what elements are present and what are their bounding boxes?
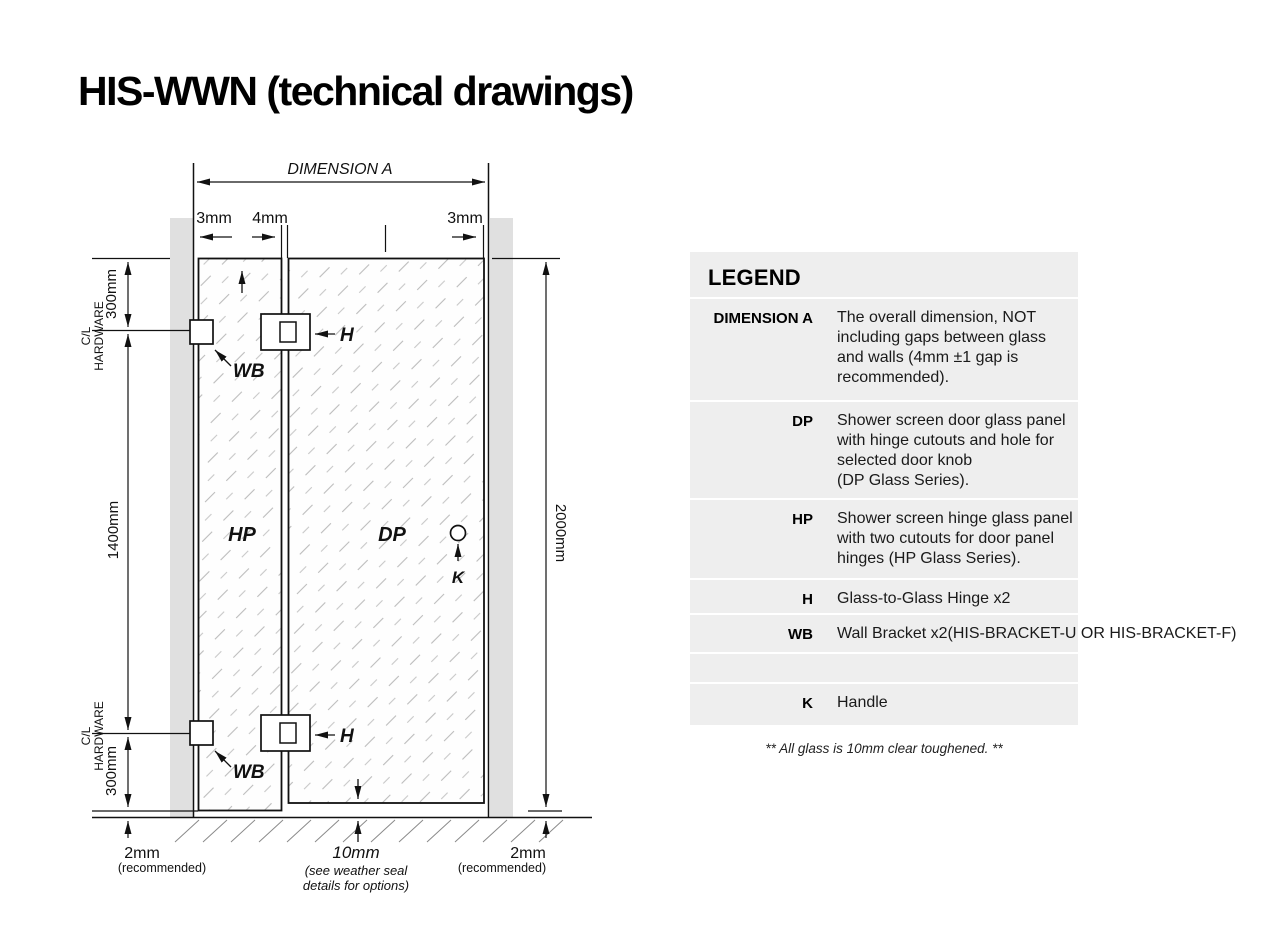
hinge-bottom-label: H bbox=[340, 726, 354, 747]
legend-desc-line: hinges (HP Glass Series). bbox=[837, 550, 1021, 567]
knob-label: K bbox=[451, 568, 465, 587]
legend-desc-line: Wall Bracket x2(HIS-BRACKET-U OR HIS-BRACKET-F) bbox=[837, 625, 1237, 642]
dim-300-top-label: 300mm bbox=[103, 268, 120, 320]
legend-row-dimension-a bbox=[690, 297, 1078, 400]
legend-desc-line: The overall dimension, NOT bbox=[837, 309, 1037, 326]
legend-term: K bbox=[802, 695, 813, 712]
legend-row-k bbox=[690, 682, 1078, 725]
legend-desc-line: with hinge cutouts and hole for bbox=[837, 432, 1055, 449]
legend-term: HP bbox=[792, 511, 813, 528]
floor-mid-gap-label: 10mm bbox=[332, 843, 380, 862]
legend-desc-line: recommended). bbox=[837, 369, 950, 386]
legend-desc-line: Shower screen door glass panel bbox=[837, 412, 1066, 429]
glass-note: ** All glass is 10mm clear toughened. ** bbox=[765, 741, 1003, 756]
legend-desc bbox=[837, 615, 1236, 644]
dim-1400-label: 1400mm bbox=[105, 500, 122, 560]
legend-term bbox=[690, 654, 813, 664]
gap-mid-label: 4mm bbox=[252, 210, 288, 227]
legend-desc bbox=[837, 684, 888, 713]
bracket-bottom-label: WB bbox=[233, 762, 265, 783]
legend-desc-line: Handle bbox=[837, 694, 888, 711]
legend-title: LEGEND bbox=[708, 265, 801, 290]
legend-desc-line: selected door knob bbox=[837, 452, 973, 469]
door-knob bbox=[451, 526, 466, 541]
legend-desc bbox=[837, 580, 1010, 609]
cl-hardware-top-line1: C/L bbox=[79, 326, 93, 346]
panel-dp-label: DP bbox=[378, 524, 406, 546]
cl-hardware-bottom-line1: C/L bbox=[79, 726, 93, 746]
floor-right-gap-label: 2mm bbox=[510, 845, 546, 862]
panel-hp-label: HP bbox=[228, 524, 256, 546]
legend-desc-line: and walls (4mm ±1 gap is bbox=[837, 349, 1019, 366]
legend-term: WB bbox=[788, 626, 813, 643]
gap-left-label: 3mm bbox=[196, 210, 232, 227]
legend-panel bbox=[690, 252, 1237, 725]
cl-hardware-bottom-line2: HARDWARE bbox=[92, 701, 106, 771]
page-title: HIS-WWN (technical drawings) bbox=[78, 68, 633, 114]
floor-mid-note1: (see weather seal bbox=[304, 863, 408, 878]
cl-hardware-top-line2: HARDWARE bbox=[92, 301, 106, 371]
floor-mid-note2: details for options) bbox=[302, 878, 410, 893]
legend-term: DP bbox=[792, 413, 813, 430]
legend-row-hp bbox=[690, 498, 1078, 578]
legend-term: DIMENSION A bbox=[713, 310, 813, 327]
wall-bracket-top bbox=[190, 320, 213, 344]
legend-row-h bbox=[690, 578, 1078, 613]
bracket-top-label: WB bbox=[233, 361, 265, 382]
legend-desc bbox=[837, 500, 1073, 569]
dim-300-bottom-label: 300mm bbox=[103, 745, 120, 797]
legend-desc bbox=[837, 402, 1066, 491]
legend-desc-line: (DP Glass Series). bbox=[837, 472, 970, 489]
legend-row-wb bbox=[690, 613, 1237, 652]
wall-right bbox=[490, 218, 513, 817]
legend-desc bbox=[837, 299, 1046, 388]
dim-2000-label: 2000mm bbox=[552, 503, 569, 563]
floor-left-note: (recommended) bbox=[117, 861, 207, 875]
legend-term: H bbox=[802, 591, 813, 608]
floor-left-gap-label: 2mm bbox=[124, 845, 160, 862]
legend-row-dp bbox=[690, 400, 1078, 498]
legend-desc-line: including gaps between glass bbox=[837, 329, 1047, 346]
hinge-top bbox=[261, 314, 310, 350]
gap-right-label: 3mm bbox=[447, 210, 483, 227]
technical-drawing bbox=[75, 148, 620, 898]
hinge-bottom bbox=[261, 715, 310, 751]
dimension-a-label: DIMENSION A bbox=[287, 161, 393, 178]
legend-desc-line: with two cutouts for door panel bbox=[837, 530, 1055, 547]
legend-desc-line: Shower screen hinge glass panel bbox=[837, 510, 1073, 527]
floor-hatching bbox=[175, 820, 563, 842]
legend-desc-line: Glass-to-Glass Hinge x2 bbox=[837, 590, 1011, 607]
hinge-top-label: H bbox=[340, 325, 354, 346]
legend-row-empty bbox=[690, 652, 1078, 682]
floor-right-note: (recommended) bbox=[457, 861, 547, 875]
wall-bracket-bottom bbox=[190, 721, 213, 745]
